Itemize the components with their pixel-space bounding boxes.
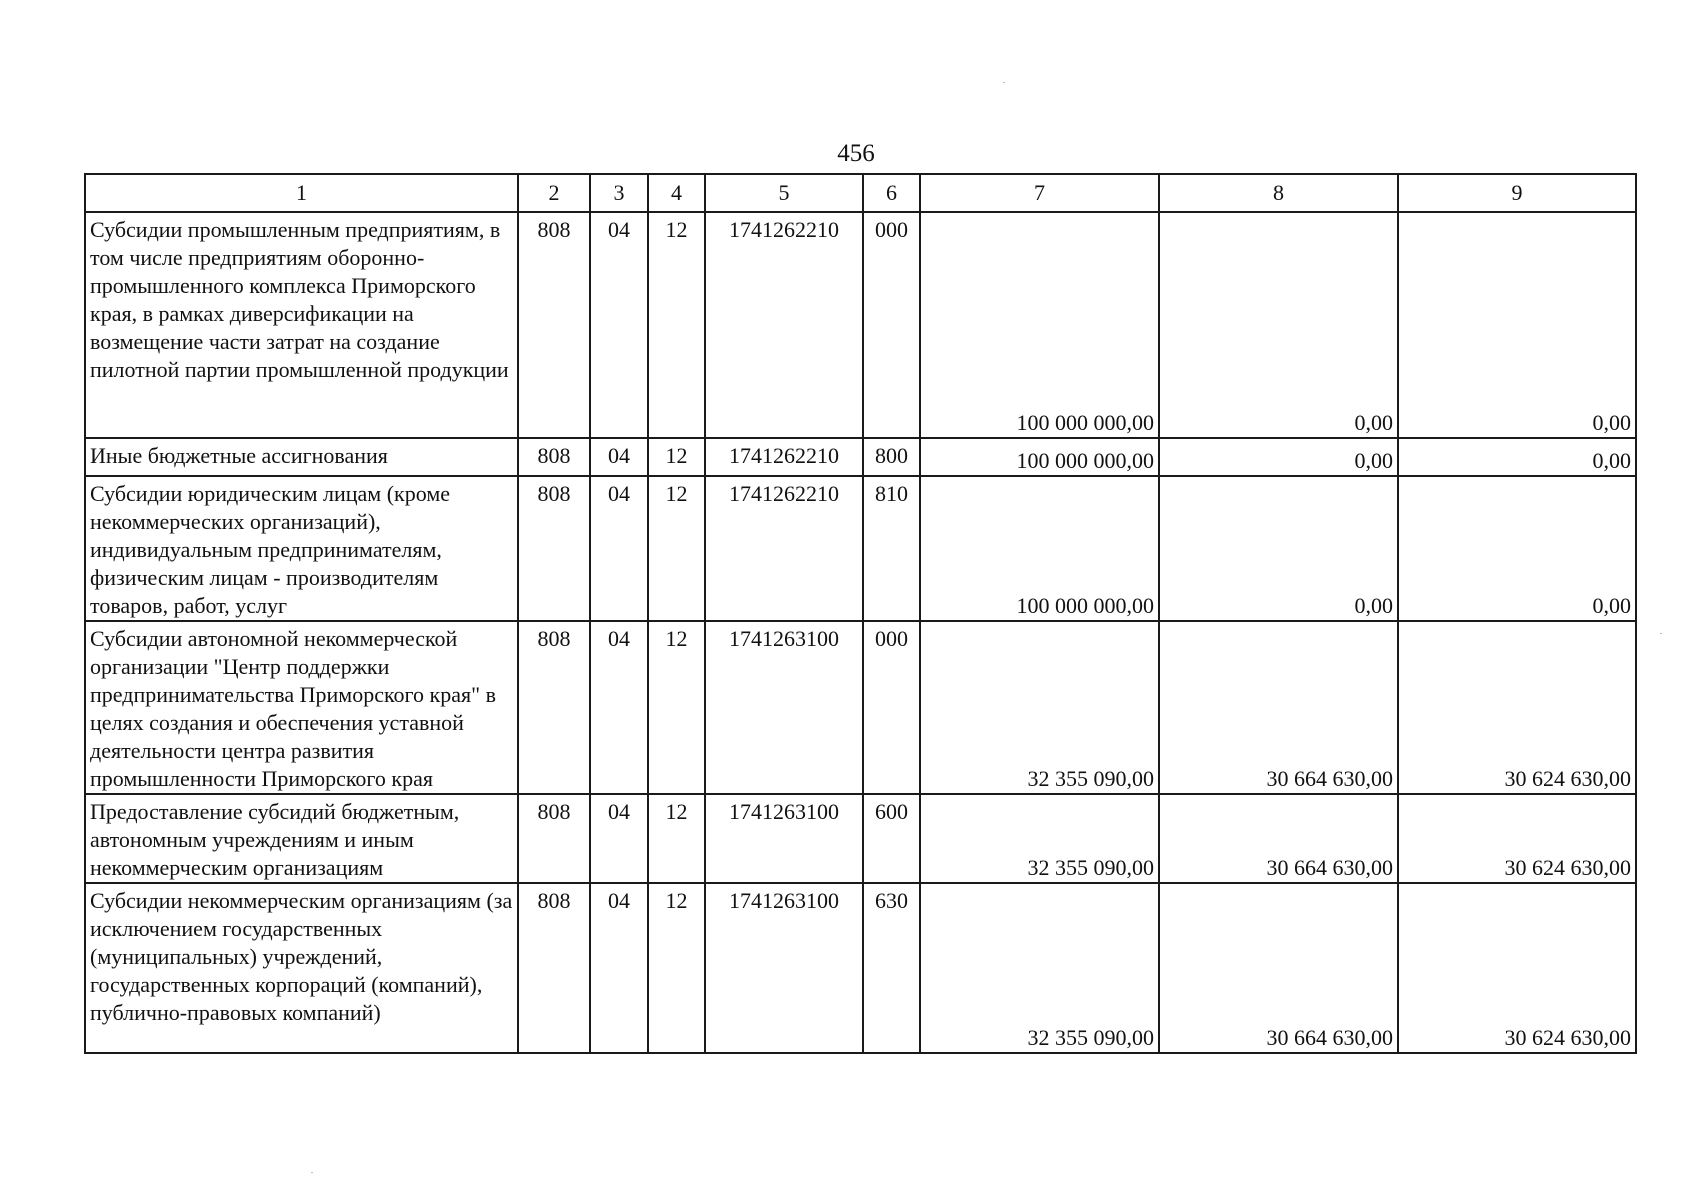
row-code-5: 1741262210 xyxy=(705,212,863,438)
row-code-2: 808 xyxy=(518,476,590,621)
row-amount-8: 30 664 630,00 xyxy=(1159,621,1398,794)
row-name: Иные бюджетные ассигнования xyxy=(85,438,518,476)
header-col-8: 8 xyxy=(1159,174,1398,212)
row-amount-7: 32 355 090,00 xyxy=(920,883,1159,1053)
row-amount-7: 100 000 000,00 xyxy=(920,438,1159,476)
row-amount-8: 30 664 630,00 xyxy=(1159,794,1398,883)
row-code-4: 12 xyxy=(648,476,705,621)
table-body xyxy=(85,212,1636,1053)
row-code-4: 12 xyxy=(648,883,705,1053)
table-row xyxy=(85,212,1636,438)
row-code-2: 808 xyxy=(518,621,590,794)
row-code-5: 1741263100 xyxy=(705,883,863,1053)
table-header xyxy=(85,174,1636,212)
row-amount-7: 32 355 090,00 xyxy=(920,794,1159,883)
row-code-6: 810 xyxy=(863,476,920,621)
row-code-6: 600 xyxy=(863,794,920,883)
row-amount-8: 0,00 xyxy=(1159,438,1398,476)
header-col-1: 1 xyxy=(85,174,518,212)
row-amount-7: 32 355 090,00 xyxy=(920,621,1159,794)
row-code-6: 000 xyxy=(863,212,920,438)
row-name: Субсидии некоммерческим организациям (за исключением государственных (муниципальных) учреждений, государственных корпораций (компаний), публично-правовых компаний) xyxy=(85,883,518,1053)
row-code-3: 04 xyxy=(590,212,648,438)
row-code-3: 04 xyxy=(590,438,648,476)
scan-speck xyxy=(1660,633,1662,634)
header-col-3: 3 xyxy=(590,174,648,212)
header-col-4: 4 xyxy=(648,174,705,212)
table-row xyxy=(85,621,1636,794)
row-amount-7: 100 000 000,00 xyxy=(920,212,1159,438)
header-col-5: 5 xyxy=(705,174,863,212)
row-amount-8: 30 664 630,00 xyxy=(1159,883,1398,1053)
row-amount-9: 30 624 630,00 xyxy=(1398,883,1636,1053)
row-name: Субсидии промышленным предприятиям, в том числе предприятиям оборонно-промышленного комплекса Приморского края, в рамках диверсификации на возмещение части затрат на создание пилотной партии промышленной продукции xyxy=(85,212,518,438)
row-code-4: 12 xyxy=(648,621,705,794)
row-code-4: 12 xyxy=(648,794,705,883)
row-amount-8: 0,00 xyxy=(1159,212,1398,438)
row-code-2: 808 xyxy=(518,212,590,438)
row-code-4: 12 xyxy=(648,212,705,438)
table-row xyxy=(85,438,1636,476)
row-code-5: 1741263100 xyxy=(705,794,863,883)
row-code-6: 000 xyxy=(863,621,920,794)
row-name: Субсидии автономной некоммерческой организации "Центр поддержки предпринимательства Приморского края" в целях создания и обеспечения уставной деятельности центра развития промышленности Приморского края xyxy=(85,621,518,794)
row-amount-9: 0,00 xyxy=(1398,476,1636,621)
row-code-3: 04 xyxy=(590,883,648,1053)
table-row xyxy=(85,794,1636,883)
row-code-6: 800 xyxy=(863,438,920,476)
row-name: Субсидии юридическим лицам (кроме некоммерческих организаций), индивидуальным предпринимателям, физическим лицам - производителям товаров, работ, услуг xyxy=(85,476,518,621)
row-name: Предоставление субсидий бюджетным, автономным учреждениям и иным некоммерческим организациям xyxy=(85,794,518,883)
scan-speck xyxy=(311,1172,313,1173)
table-row xyxy=(85,476,1636,621)
row-amount-8: 0,00 xyxy=(1159,476,1398,621)
budget-table xyxy=(84,173,1637,1054)
header-col-6: 6 xyxy=(863,174,920,212)
row-amount-9: 30 624 630,00 xyxy=(1398,621,1636,794)
page-number: 456 xyxy=(837,140,875,167)
row-amount-9: 0,00 xyxy=(1398,212,1636,438)
row-code-4: 12 xyxy=(648,438,705,476)
row-amount-9: 30 624 630,00 xyxy=(1398,794,1636,883)
row-code-3: 04 xyxy=(590,621,648,794)
row-code-6: 630 xyxy=(863,883,920,1053)
row-code-2: 808 xyxy=(518,438,590,476)
row-code-2: 808 xyxy=(518,883,590,1053)
row-code-2: 808 xyxy=(518,794,590,883)
row-code-3: 04 xyxy=(590,476,648,621)
row-code-3: 04 xyxy=(590,794,648,883)
header-row xyxy=(85,174,1636,212)
row-code-5: 1741262210 xyxy=(705,438,863,476)
table-row xyxy=(85,883,1636,1053)
row-amount-7: 100 000 000,00 xyxy=(920,476,1159,621)
row-amount-9: 0,00 xyxy=(1398,438,1636,476)
header-col-7: 7 xyxy=(920,174,1159,212)
header-col-9: 9 xyxy=(1398,174,1636,212)
row-code-5: 1741263100 xyxy=(705,621,863,794)
row-code-5: 1741262210 xyxy=(705,476,863,621)
scan-speck xyxy=(1003,82,1005,83)
header-col-2: 2 xyxy=(518,174,590,212)
